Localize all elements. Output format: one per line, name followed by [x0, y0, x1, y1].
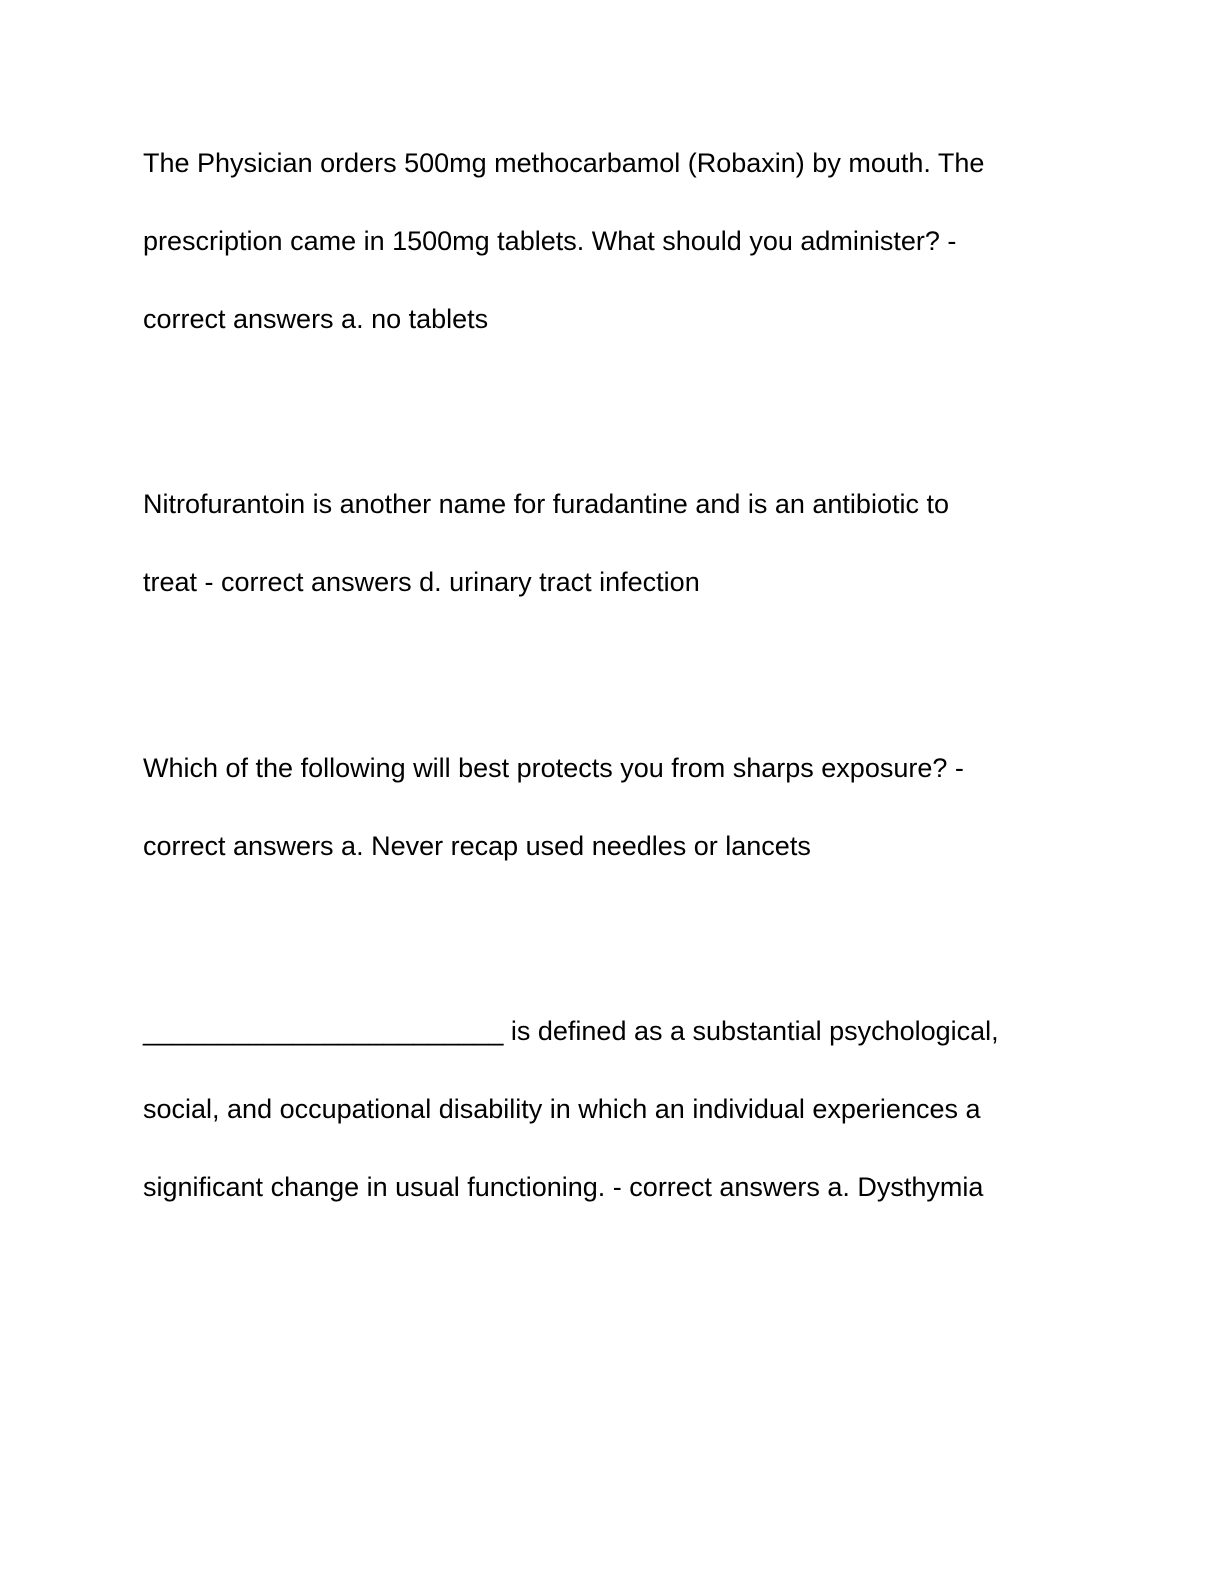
qa-item-2-line-1: Nitrofurantoin is another name for furadantine and is an antibiotic to: [143, 489, 949, 519]
qa-item-1-line-1: The Physician orders 500mg methocarbamol (Robaxin) by mouth. The: [143, 148, 985, 178]
qa-item-4-line-2: social, and occupational disability in which an individual experiences a: [143, 1094, 981, 1124]
qa-item-4-line-1: ________________________ is defined as a substantial psychological,: [143, 1016, 999, 1046]
qa-item-4-line-3: significant change in usual functioning. - correct answers a. Dysthymia: [143, 1172, 984, 1202]
qa-item-2-line-2: treat - correct answers d. urinary tract infection: [143, 567, 700, 597]
qa-item-3-line-2: correct answers a. Never recap used needles or lancets: [143, 831, 811, 861]
qa-item-1-line-3: correct answers a. no tablets: [143, 304, 489, 334]
qa-item-3-line-1: Which of the following will best protects you from sharps exposure? -: [143, 753, 964, 783]
qa-item-1-line-2: prescription came in 1500mg tablets. What should you administer? -: [143, 226, 957, 256]
